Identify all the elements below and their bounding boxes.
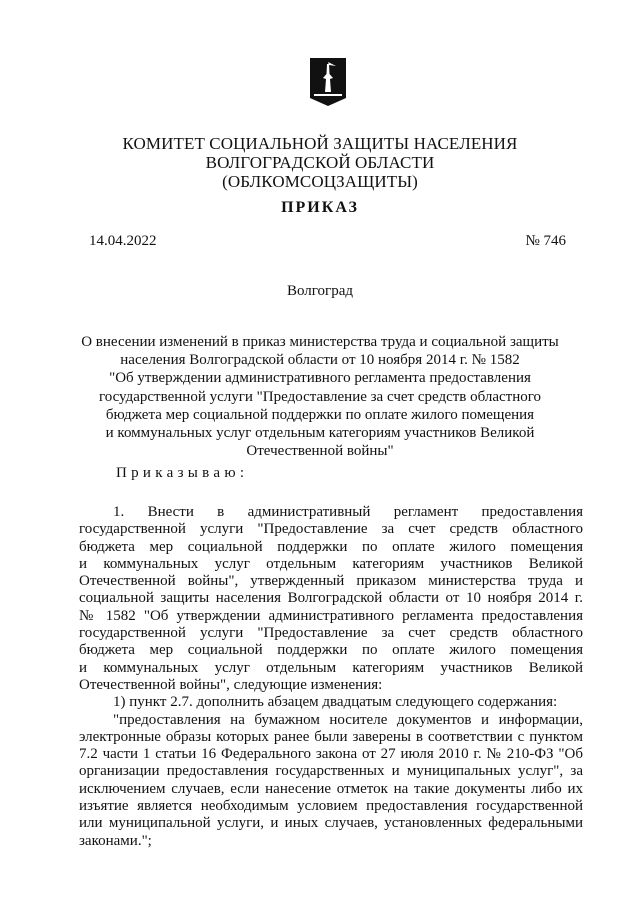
subject-line: О внесении изменений в приказ министерства труда и социальной защиты xyxy=(81,334,559,350)
body-line: и коммунальных услуг отдельным категориям участников Великой xyxy=(79,555,583,572)
body-line: организации предоставления государственных и муниципальных услуг", за xyxy=(79,763,583,780)
document-body xyxy=(79,504,583,850)
body-line: или муниципальной услуги, и иных случаев, установленных федеральными xyxy=(79,815,583,832)
body-line: электронные образы которых ранее были заверены в соответствии с пунктом xyxy=(79,728,583,745)
document-type: ПРИКАЗ xyxy=(281,199,359,216)
org-line: КОМИТЕТ СОЦИАЛЬНОЙ ЗАЩИТЫ НАСЕЛЕНИЯ xyxy=(122,134,518,153)
volgograd-emblem-icon xyxy=(300,52,356,108)
subject-line: населения Волгоградской области от 10 ноября 2014 г. № 1582 xyxy=(120,352,520,369)
subject-line: "Об утверждении административного регламента предоставления xyxy=(109,370,531,387)
org-line: (ОБЛКОМСОЦЗАЩИТЫ) xyxy=(222,172,418,191)
body-line: изъятие является необходимым условием предоставления государственной xyxy=(79,798,583,815)
subject-line: государственной услуги "Предоставление за счет средств областного xyxy=(98,388,542,405)
body-line: и коммунальных услуг отдельным категориям участников Великой xyxy=(79,659,583,676)
body-line: бюджета мер социальной поддержки по оплате жилого помещения xyxy=(79,538,583,555)
body-line: государственной услуги "Предоставление за счет средств областного xyxy=(79,521,583,538)
body-line: Отечественной войны", следующие изменения: xyxy=(79,676,383,693)
org-line: ВОЛГОГРАДСКОЙ ОБЛАСТИ xyxy=(205,153,435,172)
body-line: государственной услуги "Предоставление за счет средств областного xyxy=(79,625,583,642)
document-date: 14.04.2022 xyxy=(89,233,157,249)
subject-line: бюджета мер социальной поддержки по оплате жилого помещения xyxy=(105,406,535,423)
body-line: 1) пункт 2.7. дополнить абзацем двадцатым следующего содержания: xyxy=(113,694,558,711)
document-number: № 746 xyxy=(525,233,566,249)
order-word: Приказываю: xyxy=(116,465,249,481)
body-line: № 1582 "Об утверждении административного регламента предоставления xyxy=(79,607,583,624)
document-city: Волгоград xyxy=(286,283,353,299)
body-line: Отечественной войны", утвержденный приказом министерства труда и xyxy=(79,573,583,590)
body-line: 7.2 части 1 статьи 16 Федерального закона от 27 июля 2010 г. № 210-ФЗ "Об xyxy=(79,746,583,763)
body-line: законами."; xyxy=(79,832,152,849)
body-line: исключением случаев, если нанесение отметок на такие документы либо их xyxy=(79,780,583,797)
body-line: 1. Внести в административный регламент предоставления xyxy=(113,504,583,520)
body-line: "предоставления на бумажном носителе документов и информации, xyxy=(113,711,583,728)
body-line: бюджета мер социальной поддержки по оплате жилого помещения xyxy=(79,642,583,659)
organization-name xyxy=(60,134,580,191)
subject-line: Отечественной войны" xyxy=(246,443,394,460)
subject-line: и коммунальных услуг отдельным категориям участников Великой xyxy=(105,425,535,442)
body-line: социальной защиты населения Волгоградской области от 10 ноября 2014 г. xyxy=(79,590,583,607)
document-subject xyxy=(60,333,580,460)
